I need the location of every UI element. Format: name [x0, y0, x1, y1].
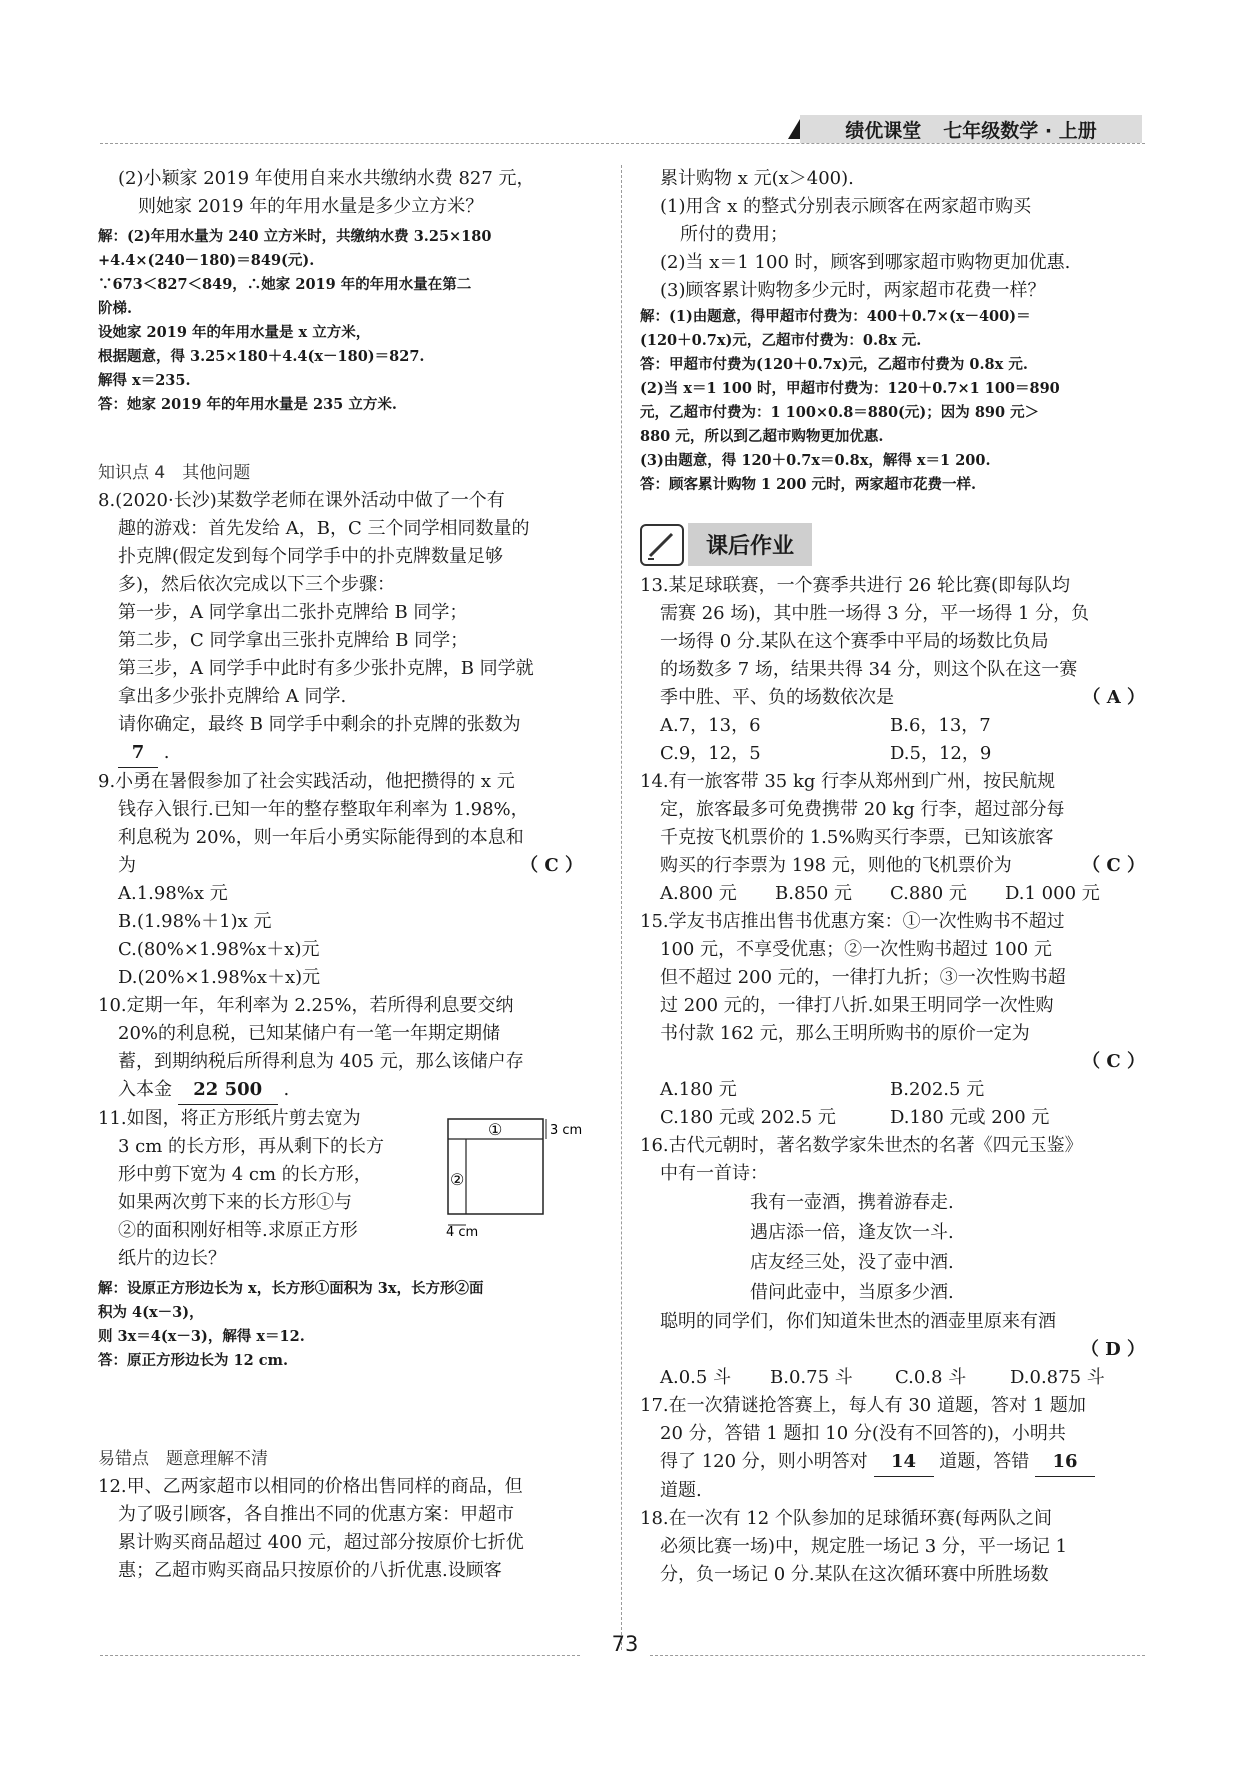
answer-blank-correct: 14 — [874, 1448, 934, 1477]
answer-choice: C — [1106, 855, 1121, 876]
answer-line — [640, 1336, 1145, 1364]
question-line: 第二步，C 同学拿出三张扑克牌给 B 同学； — [118, 630, 469, 651]
question-line: 100 元，不享受优惠；②一次性购书超过 100 元 — [660, 939, 1052, 960]
question-text: 为 — [118, 855, 136, 876]
book-title: 七年级数学 · 上册 — [943, 119, 1097, 142]
pencil-note-icon — [640, 524, 684, 566]
question-line: 13.某足球联赛，一个赛季共进行 26 轮比赛(即每队均 — [640, 575, 1070, 596]
question-line: 形中剪下宽为 4 cm 的长方形， — [118, 1164, 372, 1185]
page-number: 73 — [611, 1632, 639, 1656]
solution-line: (2)当 x＝1 100 时，甲超市付费为：120＋0.7×1 100＝890 — [640, 380, 1060, 397]
question-line: 15.学友书店推出售书优惠方案：①一次性购书不超过 — [640, 911, 1065, 932]
question-line: 18.在一次有 12 个队参加的足球循环赛(每两队之间 — [640, 1508, 1052, 1529]
question-line — [640, 1448, 1145, 1477]
answer-blank: 22 500 — [178, 1076, 278, 1105]
question-line: 扑克牌(假定发到每个同学手中的扑克牌数量足够 — [118, 546, 504, 567]
solution-line: ∵673＜827＜849，∴她家 2019 年的年用水量在第二 — [98, 276, 472, 293]
section-heading: 知识点 4 其他问题 — [98, 463, 251, 483]
question-line: 必须比赛一场)中，规定胜一场记 3 分，平一场记 1 — [660, 1536, 1068, 1557]
question-14 — [640, 768, 1145, 908]
question-line: 钱存入银行.已知一年的整存整取年利率为 1.98%， — [118, 799, 529, 820]
option: C.880 元 — [890, 883, 967, 904]
rect-2-label: ② — [450, 1170, 465, 1189]
option: B.6，13，7 — [890, 715, 991, 736]
right-column — [640, 165, 1145, 1589]
solution-line: 则 3x＝4(x－3)，解得 x＝12. — [98, 1328, 305, 1345]
question-line: 蓄，到期纳税后所得利息为 405 元，那么该储户存 — [118, 1051, 524, 1072]
option: D.(20%×1.98%x＋x)元 — [118, 967, 321, 988]
question-line: 为了吸引顾客，各自推出不同的优惠方案：甲超市 — [118, 1504, 514, 1525]
question-line: 16.古代元朝时，著名数学家朱世杰的名著《四元玉鉴》 — [640, 1135, 1083, 1156]
answer-line: 入本金 22 500 . — [98, 1076, 603, 1105]
question-12-continued — [640, 165, 1145, 497]
question-text: 得了 120 分，则小明答对 — [660, 1451, 868, 1472]
poem-line: 我有一壶酒，携着游春走. — [750, 1192, 954, 1213]
question-line: 请你确定，最终 B 同学手中剩余的扑克牌的张数为 — [118, 714, 521, 735]
column-divider — [621, 165, 622, 1650]
solution-line: (3)由题意，得 120＋0.7x＝0.8x，解得 x＝1 200. — [640, 452, 991, 469]
width-3-label: 3 cm — [550, 1123, 583, 1138]
solution-line: 答：甲超市付费为(120＋0.7x)元，乙超市付费为 0.8x 元. — [640, 356, 1028, 373]
question-line: 累计购物 x 元(x＞400). — [660, 168, 854, 189]
question-line: 道题. — [660, 1480, 702, 1501]
options-row — [640, 740, 1145, 768]
question-text: 购买的行李票为 198 元，则他的飞机票价为 — [660, 855, 1012, 876]
question-8 — [98, 487, 603, 768]
question-line: 需赛 26 场)，其中胜一场得 3 分，平一场得 1 分，负 — [660, 603, 1090, 624]
question-16 — [640, 1132, 1145, 1392]
question-line — [640, 684, 1145, 712]
question-line: 11.如图，将正方形纸片剪去宽为 — [98, 1108, 361, 1129]
option: C.0.8 斗 — [895, 1367, 967, 1388]
answer-bracket: （ C ） — [1082, 855, 1145, 876]
options-row — [640, 1076, 1145, 1104]
option: A.800 元 — [660, 883, 737, 904]
rect-1-label: ① — [488, 1120, 503, 1139]
option: B.0.75 斗 — [770, 1367, 853, 1388]
question-line: 20 分，答错 1 题扣 10 分(没有不回答的)，小明共 — [660, 1423, 1066, 1444]
answer-blank-wrong: 16 — [1035, 1448, 1095, 1477]
option: D.0.875 斗 — [1010, 1367, 1105, 1388]
option: A.1.98%x 元 — [118, 883, 228, 904]
top-divider — [100, 143, 1145, 144]
option: A.7，13，6 — [660, 715, 761, 736]
options-row — [640, 1104, 1145, 1132]
solution-line: 设她家 2019 年的年用水量是 x 立方米， — [98, 324, 371, 341]
answer-choice: D — [1105, 1339, 1121, 1360]
question-line: 14.有一旅客带 35 kg 行李从郑州到广州，按民航规 — [640, 771, 1056, 792]
question-line: (2)小颖家 2019 年使用自来水共缴纳水费 827 元， — [118, 168, 535, 189]
question-line: 17.在一次猜谜抢答赛上，每人有 30 道题，答对 1 题加 — [640, 1395, 1086, 1416]
answer-bracket: （ C ） — [1082, 1051, 1145, 1072]
question-line: 过 200 元的，一律打八折.如果王明同学一次性购 — [660, 995, 1054, 1016]
question-line: 第三步，A 同学手中此时有多少张扑克牌，B 同学就 — [118, 658, 534, 679]
question-line: ②的面积刚好相等.求原正方形 — [118, 1220, 358, 1241]
width-4-label: 4 cm — [446, 1225, 479, 1238]
solution-line: 阶梯. — [98, 300, 133, 317]
solution-block — [640, 305, 1145, 497]
question-line — [640, 852, 1145, 880]
book-header-banner — [800, 115, 1142, 143]
poem-line: 借问此壶中，当原多少酒. — [750, 1282, 954, 1303]
solution-line: +4.4×(240－180)＝849(元). — [98, 252, 315, 269]
question-line: 第一步，A 同学拿出二张扑克牌给 B 同学； — [118, 602, 468, 623]
option: C.9，12，5 — [660, 743, 761, 764]
solution-line: 解：(1)由题意，得甲超市付费为：400＋0.7×(x－400)＝ — [640, 308, 1031, 325]
question-line: 累计购买商品超过 400 元，超过部分按原价七折优 — [118, 1532, 524, 1553]
options-row — [640, 1364, 1145, 1392]
question-line: 书付款 162 元，那么王明所购书的原价一定为 — [660, 1023, 1030, 1044]
answer-blank: 7 — [118, 739, 158, 768]
question-line: 拿出多少张扑克牌给 A 同学. — [118, 686, 347, 707]
question-line: (1)用含 x 的整式分别表示顾客在两家超市购买 — [660, 196, 1032, 217]
question-text: 入本金 — [118, 1079, 172, 1100]
question-line: 千克按飞机票价的 1.5%购买行李票，已知该旅客 — [660, 827, 1054, 848]
solution-block — [98, 225, 603, 417]
solution-block — [98, 1277, 603, 1373]
option: D.180 元或 200 元 — [890, 1107, 1050, 1128]
question-17 — [640, 1392, 1145, 1505]
option: B.202.5 元 — [890, 1079, 985, 1100]
answer-choice: C — [1106, 1051, 1121, 1072]
poem-line: 店友经三处，没了壶中酒. — [750, 1252, 954, 1273]
answer-bracket: （ A ） — [1082, 687, 1145, 708]
question-line: 所付的费用； — [680, 224, 788, 245]
question-line: 如果两次剪下来的长方形①与 — [118, 1192, 352, 1213]
option: B.(1.98%＋1)x 元 — [118, 911, 272, 932]
option: A.0.5 斗 — [660, 1367, 732, 1388]
question-line — [98, 852, 603, 880]
question-18 — [640, 1505, 1145, 1589]
question-line: 12.甲、乙两家超市以相同的价格出售同样的商品，但 — [98, 1476, 523, 1497]
answer-bracket: （ C ） — [520, 855, 583, 876]
homework-banner — [640, 523, 1145, 566]
question-line: 20%的利息税，已知某储户有一笔一年期定期储 — [118, 1023, 501, 1044]
question-9 — [98, 768, 603, 992]
solution-line: 880 元，所以到乙超市购物更加优惠. — [640, 428, 884, 445]
answer-choice: C — [544, 855, 559, 876]
question-15 — [640, 908, 1145, 1132]
question-line: 则她家 2019 年的年用水量是多少立方米？ — [138, 196, 484, 217]
question-13 — [640, 572, 1145, 768]
option: D.1 000 元 — [1005, 883, 1100, 904]
question-line: 但不超过 200 元的，一律打九折；③一次性购书超 — [660, 967, 1066, 988]
options-row — [640, 880, 1145, 908]
section-heading: 易错点 题意理解不清 — [98, 1449, 268, 1469]
question-12 — [98, 1473, 603, 1585]
solution-line: 积为 4(x－3)， — [98, 1304, 204, 1321]
question-line: 惠；乙超市购买商品只按原价的八折优惠.设顾客 — [118, 1560, 502, 1581]
poem-line: 遇店添一倍，逢友饮一斗. — [750, 1222, 954, 1243]
answer-line: 7 . — [98, 739, 603, 768]
question-line: 3 cm 的长方形，再从剩下的长方 — [118, 1136, 385, 1157]
solution-line: 解：(2)年用水量为 240 立方米时，共缴纳水费 3.25×180 — [98, 228, 492, 245]
question-line: 8.(2020·长沙)某数学老师在课外活动中做了一个有 — [98, 490, 505, 511]
question-line: 利息税为 20%，则一年后小勇实际能得到的本息和 — [118, 827, 524, 848]
pencil-icon — [642, 526, 682, 564]
solution-line: 根据题意，得 3.25×180＋4.4(x－180)＝827. — [98, 348, 425, 365]
question-10 — [98, 992, 603, 1105]
option: C.(80%×1.98%x＋x)元 — [118, 939, 320, 960]
question-line: 分，负一场记 0 分.某队在这次循环赛中所胜场数 — [660, 1564, 1049, 1585]
question-line: 的场数多 7 场，结果共得 34 分，则这个队在这一赛 — [660, 659, 1078, 680]
solution-line: 答：她家 2019 年的年用水量是 235 立方米. — [98, 396, 397, 413]
solution-line: 元，乙超市付费为：1 100×0.8＝880(元)；因为 890 元＞ — [640, 404, 1040, 421]
header-triangle-icon — [788, 119, 800, 139]
answer-line — [640, 1048, 1145, 1076]
answer-bracket: （ D ） — [1080, 1339, 1145, 1360]
left-column — [98, 165, 603, 1585]
question-line: 中有一首诗： — [660, 1163, 768, 1184]
question-line: 9.小勇在暑假参加了社会实践活动，他把攒得的 x 元 — [98, 771, 515, 792]
option: D.5，12，9 — [890, 743, 992, 764]
option: C.180 元或 202.5 元 — [660, 1107, 836, 1128]
question-line: 纸片的边长？ — [118, 1248, 226, 1269]
question-line: 聪明的同学们，你们知道朱世杰的酒壶里原来有酒 — [660, 1311, 1056, 1332]
solution-line: 答：原正方形边长为 12 cm. — [98, 1352, 288, 1369]
option: A.180 元 — [660, 1079, 737, 1100]
homework-title: 课后作业 — [688, 523, 812, 566]
solution-line: (120＋0.7x)元，乙超市付费为：0.8x 元. — [640, 332, 922, 349]
question-11 — [98, 1105, 603, 1373]
options-row — [640, 712, 1145, 740]
question-line: 10.定期一年，年利率为 2.25%，若所得利息要交纳 — [98, 995, 514, 1016]
question-line: 多)，然后依次完成以下三个步骤： — [118, 574, 396, 595]
question-line: 趣的游戏：首先发给 A，B，C 三个同学相同数量的 — [118, 518, 530, 539]
question-text: 道题，答错 — [939, 1451, 1030, 1472]
answer-choice: A — [1106, 687, 1121, 708]
question-line: 定，旅客最多可免费携带 20 kg 行李，超过部分每 — [660, 799, 1065, 820]
solution-line: 解：设原正方形边长为 x，长方形①面积为 3x，长方形②面 — [98, 1280, 484, 1297]
question-11-continued — [98, 165, 603, 417]
series-title: 绩优课堂 — [845, 119, 922, 142]
question-line: (2)当 x＝1 100 时，顾客到哪家超市购物更加优惠. — [660, 252, 1071, 273]
option: B.850 元 — [775, 883, 853, 904]
question-line: 一场得 0 分.某队在这个赛季中平局的场数比负局 — [660, 631, 1049, 652]
solution-line: 解得 x＝235. — [98, 372, 191, 389]
square-cut-figure — [438, 1113, 603, 1238]
question-text: 季中胜、平、负的场数依次是 — [660, 687, 894, 708]
question-line: (3)顾客累计购物多少元时，两家超市花费一样？ — [660, 280, 1046, 301]
solution-line: 答：顾客累计购物 1 200 元时，两家超市花费一样. — [640, 476, 977, 493]
